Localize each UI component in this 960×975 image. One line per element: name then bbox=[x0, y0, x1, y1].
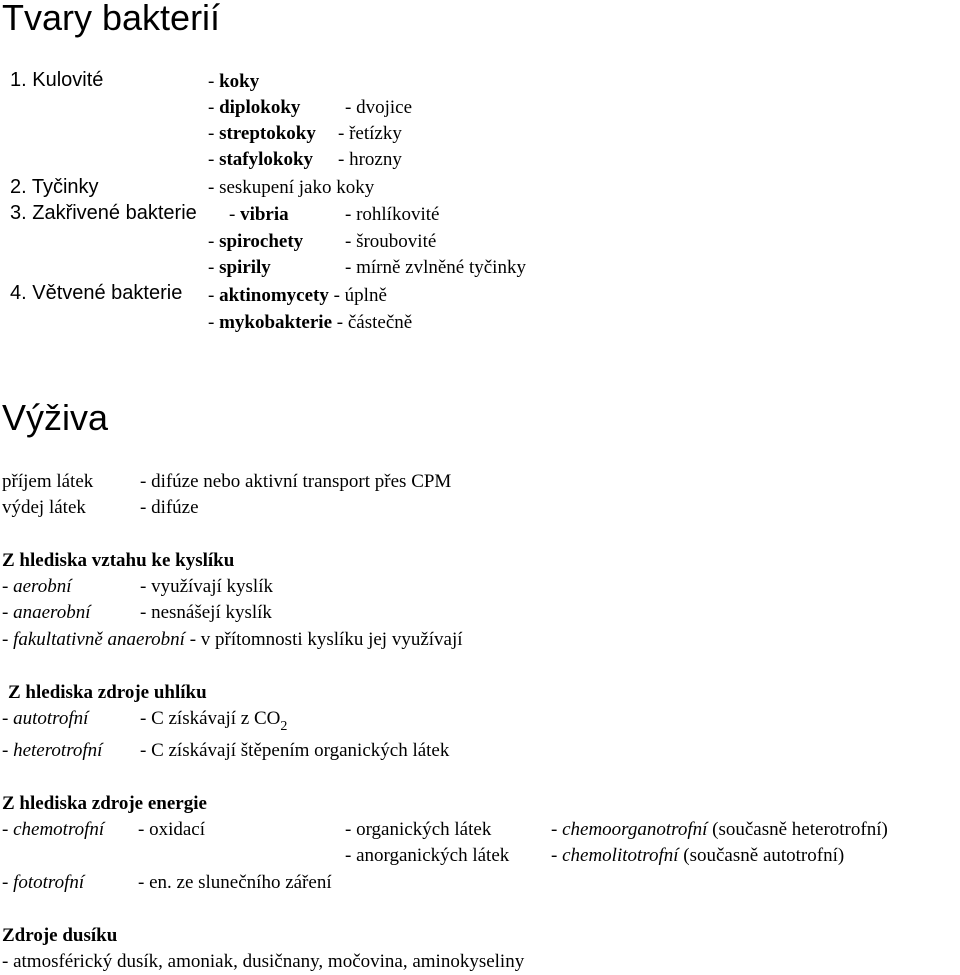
desc-autotrofni: - C získávají z $CO_2$ bbox=[140, 708, 288, 734]
desc-slunecni: - en. ze slunečního záření bbox=[138, 872, 332, 893]
desc-hrozny: - hrozny bbox=[338, 149, 402, 170]
desc-prijem: - difúze nebo aktivní transport přes CPM bbox=[140, 471, 452, 492]
item-streptokoky: - streptokoky bbox=[208, 123, 316, 144]
desc-dvojice: - dvojice bbox=[345, 97, 413, 118]
page-title-tvary: Tvary bakterií bbox=[2, 0, 221, 38]
item-koky: - koky bbox=[208, 71, 260, 92]
item-fakultativne: - fakultativně anaerobní - v přítomnosti kyslíku jej využívají bbox=[2, 629, 463, 650]
desc-mirne-zvlnene: - mírně zvlněné tyčinky bbox=[345, 257, 526, 278]
desc-anaerobni: - nesnášejí kyslík bbox=[140, 602, 272, 623]
category-zakrivene: 3. Zakřivené bakterie bbox=[10, 202, 197, 224]
heading-uhlik: Z hlediska zdroje uhlíku bbox=[8, 682, 207, 703]
desc-aerobni: - využívají kyslík bbox=[140, 576, 273, 597]
desc-vydej: - difúze bbox=[140, 497, 199, 518]
desc-sroubovite: - šroubovité bbox=[345, 231, 437, 252]
item-fototrofni: - fototrofní bbox=[2, 872, 85, 893]
item-heterotrofni: - heterotrofní bbox=[2, 740, 103, 761]
item-anaerobni: - anaerobní bbox=[2, 602, 91, 623]
category-tycinky: 2. Tyčinky bbox=[10, 176, 99, 198]
desc-rohlikovite: - rohlíkovité bbox=[345, 204, 440, 225]
item-mykobakterie: - mykobakterie - částečně bbox=[208, 312, 413, 333]
category-vetvene: 4. Větvené bakterie bbox=[10, 282, 183, 304]
desc-heterotrofni: - C získávají štěpením organických látek bbox=[140, 740, 450, 761]
desc-oxidaci: - oxidací bbox=[138, 819, 206, 840]
label-vydej: výdej látek bbox=[2, 497, 86, 518]
item-stafylokoky: - stafylokoky bbox=[208, 149, 314, 170]
item-spirochety: - spirochety bbox=[208, 231, 304, 252]
item-autotrofni: - autotrofní bbox=[2, 708, 89, 729]
item-aktinomycety: - aktinomycety - úplně bbox=[208, 285, 387, 306]
item-aerobni: - aerobní bbox=[2, 576, 72, 597]
desc-chemoorganotrofni: - chemoorganotrofní (současně heterotrofní) bbox=[551, 819, 888, 840]
heading-kyslik: Z hlediska vztahu ke kyslíku bbox=[2, 550, 235, 571]
desc-organickych: - organických látek bbox=[345, 819, 492, 840]
label-prijem: příjem látek bbox=[2, 471, 94, 492]
desc-chemolitotrofni: - chemolitotrofní (současně autotrofní) bbox=[551, 845, 845, 866]
category-kulovite: 1. Kulovité bbox=[10, 69, 104, 91]
desc-dusik: - atmosférický dusík, amoniak, dusičnany, močovina, aminokyseliny bbox=[2, 951, 525, 972]
heading-dusik: Zdroje dusíku bbox=[2, 925, 118, 946]
desc-anorganickych: - anorganických látek bbox=[345, 845, 510, 866]
desc-seskupeni: - seskupení jako koky bbox=[208, 177, 375, 198]
item-vibria: - vibria bbox=[229, 204, 289, 225]
item-chemotrofni: - chemotrofní bbox=[2, 819, 105, 840]
heading-energie: Z hlediska zdroje energie bbox=[2, 793, 207, 814]
desc-retizky: - řetízky bbox=[338, 123, 402, 144]
item-diplokoky: - diplokoky bbox=[208, 97, 301, 118]
item-spirily: - spirily bbox=[208, 257, 271, 278]
page-title-vyziva: Výživa bbox=[2, 397, 109, 438]
